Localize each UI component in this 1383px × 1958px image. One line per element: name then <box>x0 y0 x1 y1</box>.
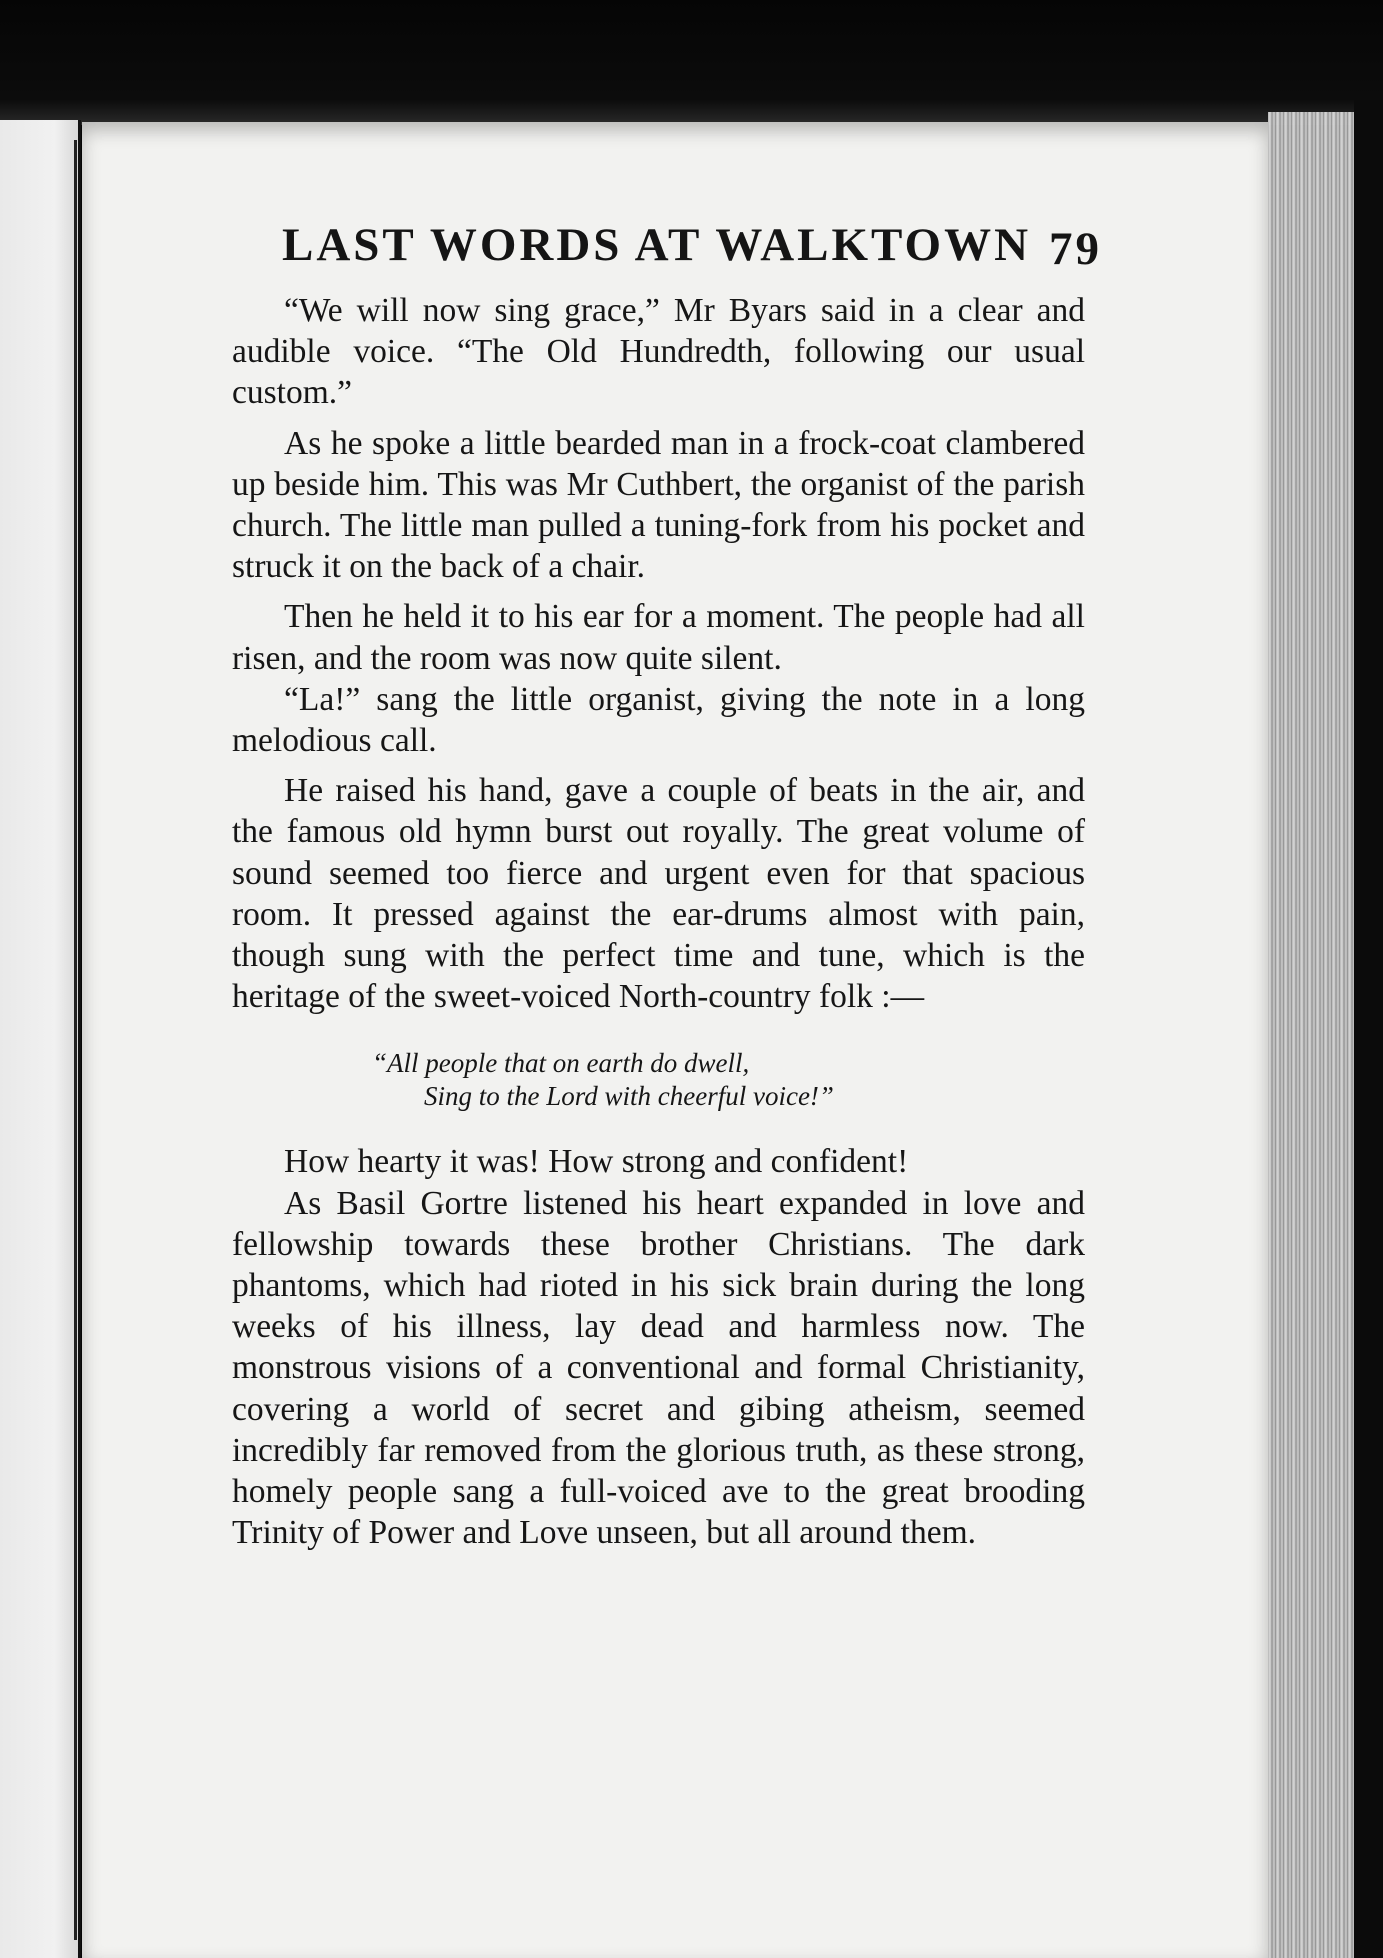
paragraph: Then he held it to his ear for a moment. The people had all risen, and the room was now quite silent. <box>232 598 1085 677</box>
verse-line: Sing to the Lord with cheerful voice!” <box>424 1081 834 1112</box>
paragraph: He raised his hand, gave a couple of beats in the air, and the famous old hymn burst out royally. The great volume of sound seemed too fierce and urgent even for that spacious room. It pressed against the ear-drums almost with pain, though sung with the perfect time and tune, which is the heritage of the sweet-voiced North-country folk :— <box>232 772 1085 1016</box>
paragraph: “We will now sing grace,” Mr Byars said in a clear and audible voice. “The Old Hundredth, following our usual custom.” <box>232 292 1085 412</box>
hymn-quotation <box>232 1047 1085 1113</box>
right-background <box>1354 100 1383 1958</box>
left-facing-page <box>0 120 81 1958</box>
paragraph: As Basil Gortre listened his heart expanded in love and fellowship towards these brother Christians. The dark phantoms, which had rioted in his sick brain during the long weeks of his illness, lay dead and harmless now. The monstrous visions of a conventional and formal Christianity, covering a world of secret and gibing atheism, seemed incredibly far removed from the glorious truth, as these strong, homely people sang a full-voiced ave to the great brooding Trinity of Power and Love unseen, but all around them. <box>232 1184 1085 1552</box>
paragraph: How hearty it was! How strong and confident! <box>284 1143 909 1181</box>
page-edges <box>1268 112 1354 1958</box>
body-text <box>232 290 1085 1553</box>
page-header <box>282 218 1102 278</box>
page-number: 79 <box>1049 223 1102 275</box>
paragraph: “La!” sang the little organist, giving the note in a long melodious call. <box>232 680 1085 760</box>
running-title: LAST WORDS AT WALKTOWN <box>282 219 1032 271</box>
paragraph: As he spoke a little bearded man in a frock-coat clambered up beside him. This was Mr Cuthbert, the organist of the parish church. The little man pulled a tuning-fork from his pocket and struck it on the back of a chair. <box>232 424 1085 586</box>
verse-line: “All people that on earth do dwell, <box>372 1048 750 1079</box>
top-shadow <box>0 0 1383 125</box>
gutter-line <box>74 140 77 1940</box>
